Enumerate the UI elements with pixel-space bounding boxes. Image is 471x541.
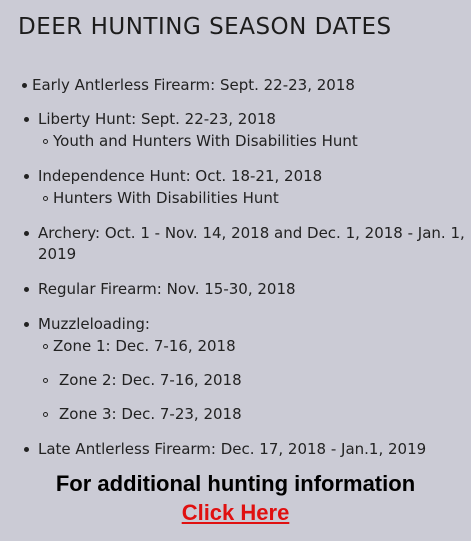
bullet-icon [24,117,29,122]
season-archery: Archery: Oct. 1 - Nov. 14, 2018 and Dec. 1, 2018 - Jan. 1, [38,224,465,242]
muzzleloading-zone-2: Zone 2: Dec. 7-16, 2018 [59,371,242,389]
additional-info-text: For additional hunting information [55,471,416,496]
bullet-icon [24,322,29,327]
season-liberty-hunt: Liberty Hunt: Sept. 22-23, 2018 [38,110,276,128]
muzzleloading-zone-1: Zone 1: Dec. 7-16, 2018 [53,337,236,355]
season-independence-hunt: Independence Hunt: Oct. 18-21, 2018 [38,167,323,185]
season-muzzleloading: Muzzleloading: [38,315,150,333]
season-liberty-hunt-note: Youth and Hunters With Disabilities Hunt [53,132,358,150]
bullet-icon [24,287,29,292]
page-title: DEER HUNTING SEASON DATES [18,14,392,40]
sub-bullet-icon [43,378,48,383]
sub-bullet-icon [43,196,48,201]
season-regular-firearm: Regular Firearm: Nov. 15-30, 2018 [38,280,296,298]
click-here-link[interactable]: Click Here [181,500,290,525]
muzzleloading-zone-3: Zone 3: Dec. 7-23, 2018 [59,405,242,423]
sub-bullet-icon [43,344,48,349]
season-early-antlerless: Early Antlerless Firearm: Sept. 22-23, 2018 [32,76,355,94]
sub-bullet-icon [43,412,48,417]
season-archery-continued: 2019 [38,245,77,263]
bullet-icon [24,231,29,236]
bullet-icon [24,174,29,179]
bullet-icon [22,83,27,88]
season-independence-hunt-note: Hunters With Disabilities Hunt [53,189,279,207]
bullet-icon [24,447,29,452]
season-late-antlerless: Late Antlerless Firearm: Dec. 17, 2018 - Jan.1, 2019 [38,440,427,458]
sub-bullet-icon [43,139,48,144]
